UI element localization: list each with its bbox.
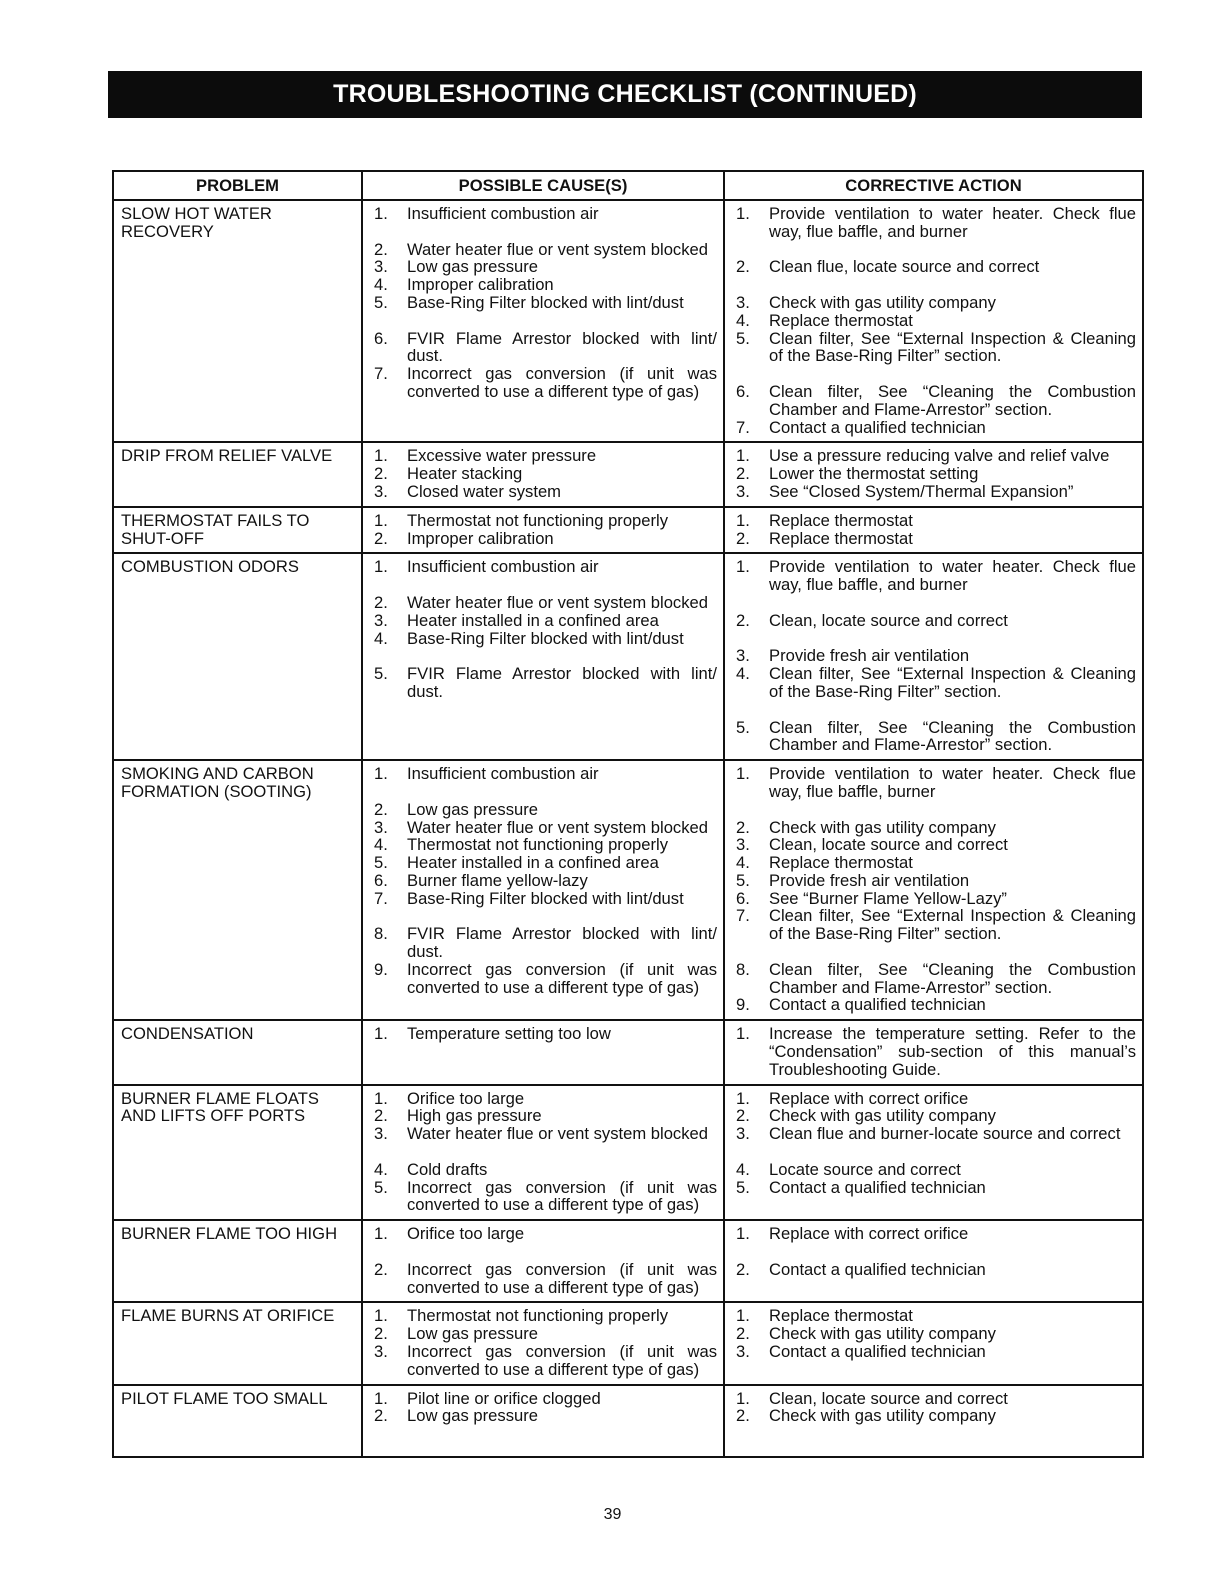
action-number: 2. <box>736 1406 750 1426</box>
action-item <box>732 1107 1136 1125</box>
cause-number: 4. <box>374 275 388 295</box>
column-header-causes: POSSIBLE CAUSE(S) <box>362 171 724 200</box>
action-item <box>732 1307 1136 1325</box>
cause-text: Low gas pressure <box>407 799 538 819</box>
action-number: 3. <box>736 835 750 855</box>
actions-cell <box>724 1020 1143 1084</box>
causes-cell <box>362 442 724 506</box>
cause-number: 1. <box>374 557 388 577</box>
table-row <box>113 507 1143 554</box>
cause-number: 1. <box>374 204 388 223</box>
action-item <box>732 1225 1136 1243</box>
action-text: See “Burner Flame Yellow-Lazy” <box>769 888 1007 908</box>
cause-item <box>370 1125 717 1143</box>
action-number: 1. <box>736 1024 750 1044</box>
cause-number: 2. <box>374 1324 388 1344</box>
action-item <box>732 447 1136 465</box>
action-item <box>732 512 1136 530</box>
problem-cell: SMOKING AND CARBON FORMATION (SOOTING) <box>113 760 362 1020</box>
cause-number: 4. <box>374 835 388 855</box>
problem-cell: BURNER FLAME FLOATS AND LIFTS OFF PORTS <box>113 1085 362 1221</box>
column-header-problem: PROBLEM <box>113 171 362 200</box>
action-number: 3. <box>736 1342 750 1362</box>
action-number: 1. <box>736 1088 750 1108</box>
table-row <box>113 1020 1143 1084</box>
cause-text: Insufficient combustion air <box>407 204 599 223</box>
action-text: Provide fresh air ventilation <box>769 646 970 666</box>
cause-item <box>370 854 717 872</box>
action-item <box>732 419 1136 437</box>
cause-item <box>370 890 717 908</box>
causes-cell <box>362 1085 724 1221</box>
action-text: Replace thermostat <box>769 1306 913 1326</box>
action-number: 7. <box>736 417 750 437</box>
table-row <box>113 553 1143 760</box>
actions-cell <box>724 200 1143 442</box>
action-text: Clean filter, See “Cleaning the Combustion Chamber and Flame-Arrestor” section. <box>769 959 1136 997</box>
problem-cell: FLAME BURNS AT ORIFICE <box>113 1302 362 1384</box>
action-item <box>732 612 1136 630</box>
action-item <box>732 1407 1136 1425</box>
action-item <box>732 765 1136 801</box>
cause-item <box>370 512 717 530</box>
cause-text: Incorrect gas conversion (if unit was converted to use a different type of gas) <box>407 364 717 401</box>
action-item <box>732 312 1136 330</box>
causes-cell <box>362 1385 724 1458</box>
actions-cell <box>724 1302 1143 1384</box>
action-number: 7. <box>736 906 750 926</box>
causes-cell <box>362 507 724 554</box>
action-text: Locate source and correct <box>769 1159 961 1179</box>
action-item <box>732 1390 1136 1408</box>
cause-number: 7. <box>374 888 388 908</box>
action-number: 2. <box>736 610 750 630</box>
cause-number: 1. <box>374 1024 388 1044</box>
cause-number: 8. <box>374 924 388 944</box>
cause-text: Water heater flue or vent system blocked <box>407 817 708 837</box>
cause-item <box>370 1261 717 1297</box>
action-number: 3. <box>736 292 750 312</box>
action-text: Provide ventilation to water heater. Check flue way, flue baffle, burner <box>769 764 1136 801</box>
cause-text: Orifice too large <box>407 1224 525 1244</box>
cause-number: 3. <box>374 610 388 630</box>
problem-cell: COMBUSTION ODORS <box>113 553 362 760</box>
action-item <box>732 558 1136 594</box>
cause-number: 3. <box>374 481 388 501</box>
actions-cell <box>724 760 1143 1020</box>
cause-text: Thermostat not functioning properly <box>407 835 669 855</box>
action-number: 2. <box>736 1259 750 1279</box>
action-item <box>732 836 1136 854</box>
cause-number: 1. <box>374 1088 388 1108</box>
page-number: 39 <box>603 1506 622 1523</box>
page-title: TROUBLESHOOTING CHECKLIST (CONTINUED) <box>333 80 917 108</box>
action-number: 5. <box>736 328 750 348</box>
cause-text: FVIR Flame Arrestor blocked with lint/ dust. <box>407 924 717 962</box>
cause-text: Insufficient combustion air <box>407 557 599 577</box>
action-text: Clean filter, See “Cleaning the Combustion Chamber and Flame-Arrestor” section. <box>769 717 1136 755</box>
action-item <box>732 890 1136 908</box>
action-text: Contact a qualified technician <box>769 1342 986 1362</box>
action-item <box>732 1261 1136 1279</box>
action-item <box>732 719 1136 755</box>
cause-text: Insufficient combustion air <box>407 764 599 784</box>
cause-item <box>370 1390 717 1408</box>
action-item <box>732 465 1136 483</box>
cause-item <box>370 205 717 223</box>
actions-cell <box>724 553 1143 760</box>
action-item <box>732 1025 1136 1078</box>
action-text: Replace thermostat <box>769 310 913 330</box>
cause-text: Water heater flue or vent system blocked <box>407 239 708 259</box>
cause-item <box>370 1161 717 1179</box>
action-text: Contact a qualified technician <box>769 995 986 1015</box>
cause-text: Low gas pressure <box>407 257 538 277</box>
cause-item <box>370 872 717 890</box>
causes-cell <box>362 1220 724 1302</box>
column-header-actions: CORRECTIVE ACTION <box>724 171 1143 200</box>
action-text: Check with gas utility company <box>769 817 996 837</box>
causes-cell <box>362 1020 724 1084</box>
action-text: Contact a qualified technician <box>769 1259 986 1279</box>
cause-item <box>370 1107 717 1125</box>
cause-item <box>370 765 717 783</box>
action-text: Provide ventilation to water heater. Check flue way, flue baffle, and burner <box>769 204 1136 241</box>
cause-item <box>370 612 717 630</box>
table-header-row <box>113 171 1143 200</box>
cause-number: 2. <box>374 239 388 259</box>
cause-item <box>370 961 717 997</box>
action-text: Lower the thermostat setting <box>769 464 979 484</box>
cause-text: Base-Ring Filter blocked with lint/dust <box>407 292 684 312</box>
cause-number: 2. <box>374 1406 388 1426</box>
table-row <box>113 1385 1143 1458</box>
action-item <box>732 530 1136 548</box>
action-text: Clean flue, locate source and correct <box>769 257 1040 277</box>
action-text: Clean, locate source and correct <box>769 1388 1008 1408</box>
action-number: 1. <box>736 764 750 784</box>
causes-cell <box>362 760 724 1020</box>
action-number: 1. <box>736 1224 750 1244</box>
cause-text: Heater installed in a confined area <box>407 853 659 873</box>
cause-number: 1. <box>374 1224 388 1244</box>
action-text: Clean filter, See “External Inspection & Cleaning of the Base-Ring Filter” section. <box>769 664 1136 701</box>
actions-cell <box>724 1085 1143 1221</box>
action-item <box>732 1090 1136 1108</box>
action-text: Contact a qualified technician <box>769 417 986 437</box>
action-item <box>732 330 1136 366</box>
cause-text: Low gas pressure <box>407 1324 538 1344</box>
action-number: 3. <box>736 1124 750 1144</box>
cause-text: Cold drafts <box>407 1159 488 1179</box>
cause-item <box>370 836 717 854</box>
problem-cell: CONDENSATION <box>113 1020 362 1084</box>
action-text: Clean, locate source and correct <box>769 610 1008 630</box>
cause-item <box>370 665 717 701</box>
cause-item <box>370 530 717 548</box>
cause-number: 2. <box>374 1259 388 1279</box>
action-text: Clean filter, See “Cleaning the Combustion Chamber and Flame-Arrestor” section. <box>769 381 1136 419</box>
action-text: Replace thermostat <box>769 853 913 873</box>
action-item <box>732 258 1136 276</box>
cause-text: Burner flame yellow-lazy <box>407 870 588 890</box>
cause-text: Thermostat not functioning properly <box>407 1306 669 1326</box>
action-item <box>732 872 1136 890</box>
table-row <box>113 1220 1143 1302</box>
cause-text: Improper calibration <box>407 528 554 548</box>
action-number: 1. <box>736 1388 750 1408</box>
table-row <box>113 1302 1143 1384</box>
action-number: 5. <box>736 870 750 890</box>
action-text: Check with gas utility company <box>769 1106 996 1126</box>
troubleshooting-table <box>112 170 1144 1458</box>
cause-item <box>370 258 717 276</box>
action-number: 8. <box>736 959 750 979</box>
action-text: Replace with correct orifice <box>769 1088 969 1108</box>
cause-text: Improper calibration <box>407 275 554 295</box>
cause-number: 5. <box>374 664 388 684</box>
action-number: 5. <box>736 717 750 737</box>
table-row <box>113 760 1143 1020</box>
cause-text: Thermostat not functioning properly <box>407 510 669 530</box>
cause-text: Water heater flue or vent system blocked <box>407 592 708 612</box>
cause-item <box>370 558 717 576</box>
cause-number: 2. <box>374 1106 388 1126</box>
action-item <box>732 483 1136 501</box>
problem-cell: THERMOSTAT FAILS TO SHUT-OFF <box>113 507 362 554</box>
action-text: Increase the temperature setting. Refer to the “Condensation” sub-section of this manual’s Troubleshooting Guide. <box>769 1024 1136 1079</box>
action-number: 4. <box>736 310 750 330</box>
cause-number: 1. <box>374 1306 388 1326</box>
cause-number: 4. <box>374 628 388 648</box>
cause-item <box>370 1225 717 1243</box>
cause-number: 3. <box>374 1342 388 1362</box>
cause-number: 2. <box>374 464 388 484</box>
action-number: 3. <box>736 481 750 501</box>
action-number: 1. <box>736 557 750 577</box>
cause-item <box>370 330 717 366</box>
action-number: 4. <box>736 664 750 684</box>
action-item <box>732 1325 1136 1343</box>
action-item <box>732 1125 1136 1143</box>
cause-text: FVIR Flame Arrestor blocked with lint/ dust. <box>407 664 717 701</box>
cause-item <box>370 819 717 837</box>
actions-cell <box>724 442 1143 506</box>
cause-item <box>370 276 717 294</box>
cause-number: 3. <box>374 1124 388 1144</box>
cause-number: 7. <box>374 364 388 384</box>
table-row <box>113 1085 1143 1221</box>
cause-item <box>370 594 717 612</box>
action-number: 1. <box>736 1306 750 1326</box>
cause-item <box>370 365 717 401</box>
action-text: Replace thermostat <box>769 510 913 530</box>
cause-text: Heater stacking <box>407 464 523 484</box>
cause-number: 1. <box>374 1388 388 1408</box>
action-number: 2. <box>736 1106 750 1126</box>
cause-text: Incorrect gas conversion (if unit was converted to use a different type of gas) <box>407 959 717 997</box>
cause-item <box>370 1343 717 1379</box>
table-row <box>113 442 1143 506</box>
action-text: Replace with correct orifice <box>769 1224 969 1244</box>
action-number: 2. <box>736 1324 750 1344</box>
cause-number: 3. <box>374 817 388 837</box>
cause-number: 2. <box>374 528 388 548</box>
causes-cell <box>362 553 724 760</box>
action-number: 1. <box>736 204 750 223</box>
action-number: 6. <box>736 888 750 908</box>
actions-cell <box>724 507 1143 554</box>
action-item <box>732 1343 1136 1361</box>
cause-number: 5. <box>374 1177 388 1197</box>
cause-text: Excessive water pressure <box>407 446 597 466</box>
causes-cell <box>362 1302 724 1384</box>
cause-text: Incorrect gas conversion (if unit was converted to use a different type of gas) <box>407 1177 717 1215</box>
cause-text: FVIR Flame Arrestor blocked with lint/ dust. <box>407 328 717 366</box>
cause-item <box>370 1307 717 1325</box>
action-text: Contact a qualified technician <box>769 1177 986 1197</box>
action-text: Check with gas utility company <box>769 1406 996 1426</box>
cause-item <box>370 630 717 648</box>
action-number: 1. <box>736 446 750 466</box>
action-text: Check with gas utility company <box>769 292 996 312</box>
problem-cell: PILOT FLAME TOO SMALL <box>113 1385 362 1458</box>
cause-number: 2. <box>374 799 388 819</box>
cause-item <box>370 483 717 501</box>
cause-item <box>370 1407 717 1425</box>
action-number: 2. <box>736 528 750 548</box>
cause-text: Temperature setting too low <box>407 1024 611 1044</box>
action-item <box>732 294 1136 312</box>
action-number: 4. <box>736 1159 750 1179</box>
actions-cell <box>724 1385 1143 1458</box>
action-text: Use a pressure reducing valve and relief valve <box>769 446 1110 466</box>
cause-text: Incorrect gas conversion (if unit was converted to use a different type of gas) <box>407 1259 717 1297</box>
cause-number: 5. <box>374 853 388 873</box>
action-text: Provide ventilation to water heater. Check flue way, flue baffle, and burner <box>769 557 1136 595</box>
action-number: 6. <box>736 381 750 401</box>
causes-cell <box>362 200 724 442</box>
action-item <box>732 1179 1136 1197</box>
cause-item <box>370 1025 717 1043</box>
action-item <box>732 907 1136 943</box>
cause-text: High gas pressure <box>407 1106 542 1126</box>
action-item <box>732 383 1136 419</box>
action-number: 9. <box>736 995 750 1015</box>
action-number: 3. <box>736 646 750 666</box>
cause-number: 1. <box>374 446 388 466</box>
cause-number: 5. <box>374 292 388 312</box>
action-number: 2. <box>736 257 750 277</box>
action-number: 2. <box>736 464 750 484</box>
cause-number: 1. <box>374 510 388 530</box>
cause-number: 6. <box>374 328 388 348</box>
cause-number: 2. <box>374 592 388 612</box>
cause-text: Base-Ring Filter blocked with lint/dust <box>407 888 684 908</box>
table-row <box>113 200 1143 442</box>
action-item <box>732 647 1136 665</box>
action-text: Replace thermostat <box>769 528 913 548</box>
cause-item <box>370 1090 717 1108</box>
cause-item <box>370 447 717 465</box>
action-item <box>732 1161 1136 1179</box>
cause-text: Orifice too large <box>407 1088 525 1108</box>
action-text: Clean flue and burner-locate source and correct <box>769 1124 1121 1144</box>
action-text: Check with gas utility company <box>769 1324 996 1344</box>
cause-text: Closed water system <box>407 481 562 501</box>
cause-number: 9. <box>374 959 388 979</box>
cause-number: 4. <box>374 1159 388 1179</box>
action-item <box>732 819 1136 837</box>
cause-text: Pilot line or orifice clogged <box>407 1388 601 1408</box>
action-item <box>732 961 1136 997</box>
cause-item <box>370 465 717 483</box>
action-number: 5. <box>736 1177 750 1197</box>
action-text: Clean, locate source and correct <box>769 835 1008 855</box>
action-text: Clean filter, See “External Inspection & Cleaning of the Base-Ring Filter” section. <box>769 328 1136 366</box>
cause-text: Incorrect gas conversion (if unit was converted to use a different type of gas) <box>407 1342 717 1379</box>
action-number: 2. <box>736 817 750 837</box>
cause-item <box>370 801 717 819</box>
cause-number: 3. <box>374 257 388 277</box>
page-title-banner <box>108 71 1142 118</box>
cause-item <box>370 241 717 259</box>
problem-cell: BURNER FLAME TOO HIGH <box>113 1220 362 1302</box>
problem-cell: SLOW HOT WATER RECOVERY <box>113 200 362 442</box>
action-text: Provide fresh air ventilation <box>769 870 970 890</box>
cause-item <box>370 294 717 312</box>
action-item <box>732 996 1136 1014</box>
problem-cell: DRIP FROM RELIEF VALVE <box>113 442 362 506</box>
action-item <box>732 665 1136 701</box>
cause-text: Low gas pressure <box>407 1406 538 1426</box>
action-item <box>732 205 1136 241</box>
cause-number: 1. <box>374 764 388 784</box>
cause-number: 6. <box>374 870 388 890</box>
cause-item <box>370 925 717 961</box>
cause-text: Water heater flue or vent system blocked <box>407 1124 708 1144</box>
cause-item <box>370 1325 717 1343</box>
cause-text: Base-Ring Filter blocked with lint/dust <box>407 628 684 648</box>
action-text: See “Closed System/Thermal Expansion” <box>769 481 1074 501</box>
action-text: Clean filter, See “External Inspection & Cleaning of the Base-Ring Filter” section. <box>769 906 1136 944</box>
action-item <box>732 854 1136 872</box>
cause-text: Heater installed in a confined area <box>407 610 659 630</box>
action-number: 1. <box>736 510 750 530</box>
cause-item <box>370 1179 717 1215</box>
action-number: 4. <box>736 853 750 873</box>
actions-cell <box>724 1220 1143 1302</box>
